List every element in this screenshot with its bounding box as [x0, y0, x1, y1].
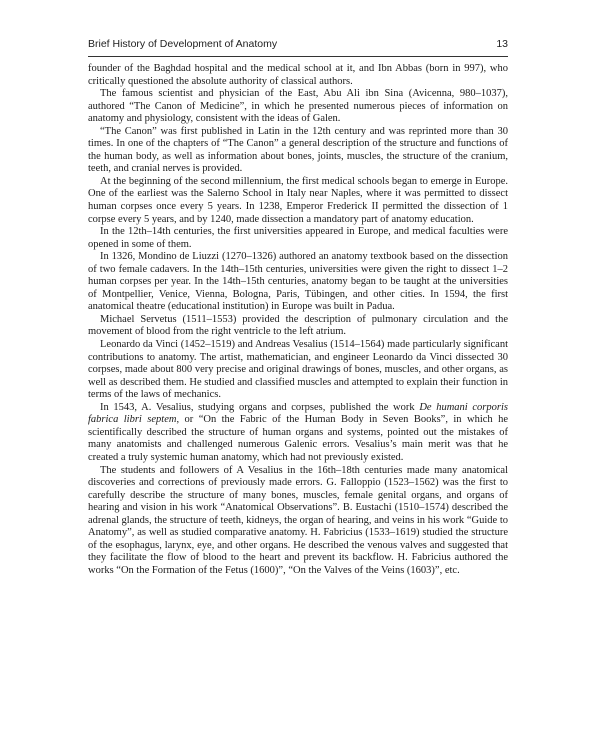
page-number: 13 — [496, 38, 508, 50]
paragraph: At the beginning of the second millennium, the first medical schools began to emerge in Europe. One of the earliest was the Salerno School in Italy near Naples, where it was permitted to dissect human corpses once every 5 years. In 1238, Emperor Frederick II permitted the dissection of 1 corpse every 5 years, and by 1240, made dissection a mandatory part of anatomy education. — [88, 175, 508, 225]
header-rule — [88, 56, 508, 57]
paragraph: The students and followers of A Vesalius in the 16th–18th centuries made many anatomical discoveries and corrections of previously made errors. G. Falloppio (1523–1562) was the first to carefully describe the structure of many bones, muscles, female genital organs, and organs of hearing and vision in his work “Anatomical Observations”. B. Eustachi (1510–1574) described the adrenal glands, the structure of teeth, kidneys, the organ of hearing, and veins in his work “Guide to Anatomy”, as well as studied comparative anatomy. H. Fabricius (1533–1619) studied the structure of the esophagus, larynx, eye, and other organs. He described the venous valves and suggested that they facilitate the flow of blood to the heart and prevent its backflow. H. Fabricius authored the works “On the Formation of the Fetus (1600)”, “On the Valves of the Veins (1603)”, etc. — [88, 464, 508, 576]
paragraph: The famous scientist and physician of the East, Abu Ali ibn Sina (Avicenna, 980–1037), authored “The Canon of Medicine”, in which he presented numerous pieces of information on anatomy and physiology, consistent with the ideas of Galen. — [88, 88, 508, 125]
paragraph: In 1326, Mondino de Liuzzi (1270–1326) authored an anatomy textbook based on the dissection of two female cadavers. In the 14th–15th centuries, universities were given the right to dissect 1–2 human corpses per year. In the 14th–15th centuries, anatomy began to be taught at the universities of Montpellier, Venice, Vienna, Bologna, Paris, Tübingen, and other cities. In 1594, the first anatomical theatre (educational institution) in Europe was built in Padua. — [88, 251, 508, 313]
paragraph: In the 12th–14th centuries, the first universities appeared in Europe, and medical faculties were opened in some of them. — [88, 226, 508, 250]
body-text — [88, 63, 508, 577]
paragraph: Michael Servetus (1511–1553) provided the description of pulmonary circulation and the movement of blood from the right ventricle to the left atrium. — [88, 313, 508, 338]
paragraph: “The Canon” was first published in Latin in the 12th century and was reprinted more than 30 times. In one of the chapters of “The Canon” a general description of the structure and functions of the human body, as well as information about bones, joints, muscles, the structure of the cranium, teeth, and cranial nerves is provided. — [88, 125, 508, 175]
vesalius-after: , or “On the Fabric of the Human Body in Seven Books”, in which he scientifically described the structure of human organs and systems, pointed out the mistakes of many anatomists and challenged numerous Galenic errors. Vesalius’s main merit was that he created a truly systemic human anatomy, which had not previously existed. — [88, 414, 508, 463]
paragraph-vesalius — [88, 402, 508, 465]
running-title: Brief History of Development of Anatomy — [88, 38, 278, 50]
vesalius-book-title: De humani corporis fabrica libri septem — [88, 401, 508, 426]
vesalius-before: In 1543, A. Vesalius, studying organs and corpses, published the work — [100, 401, 420, 413]
running-header — [88, 38, 508, 50]
paragraph: Leonardo da Vinci (1452–1519) and Andreas Vesalius (1514–1564) made particularly significant contributions to anatomy. The artist, mathematician, and engineer Leonardo da Vinci dissected 30 corpses, made about 800 very precise and original drawings of bones, muscles, and other organs, as well as described them. He studied and classified muscles and attempted to explain their function in terms of the laws of mechanics. — [88, 339, 508, 401]
paragraph: founder of the Baghdad hospital and the medical school at it, and Ibn Abbas (born in 997), who critically questioned the absolute authority of classical authors. — [88, 63, 508, 87]
